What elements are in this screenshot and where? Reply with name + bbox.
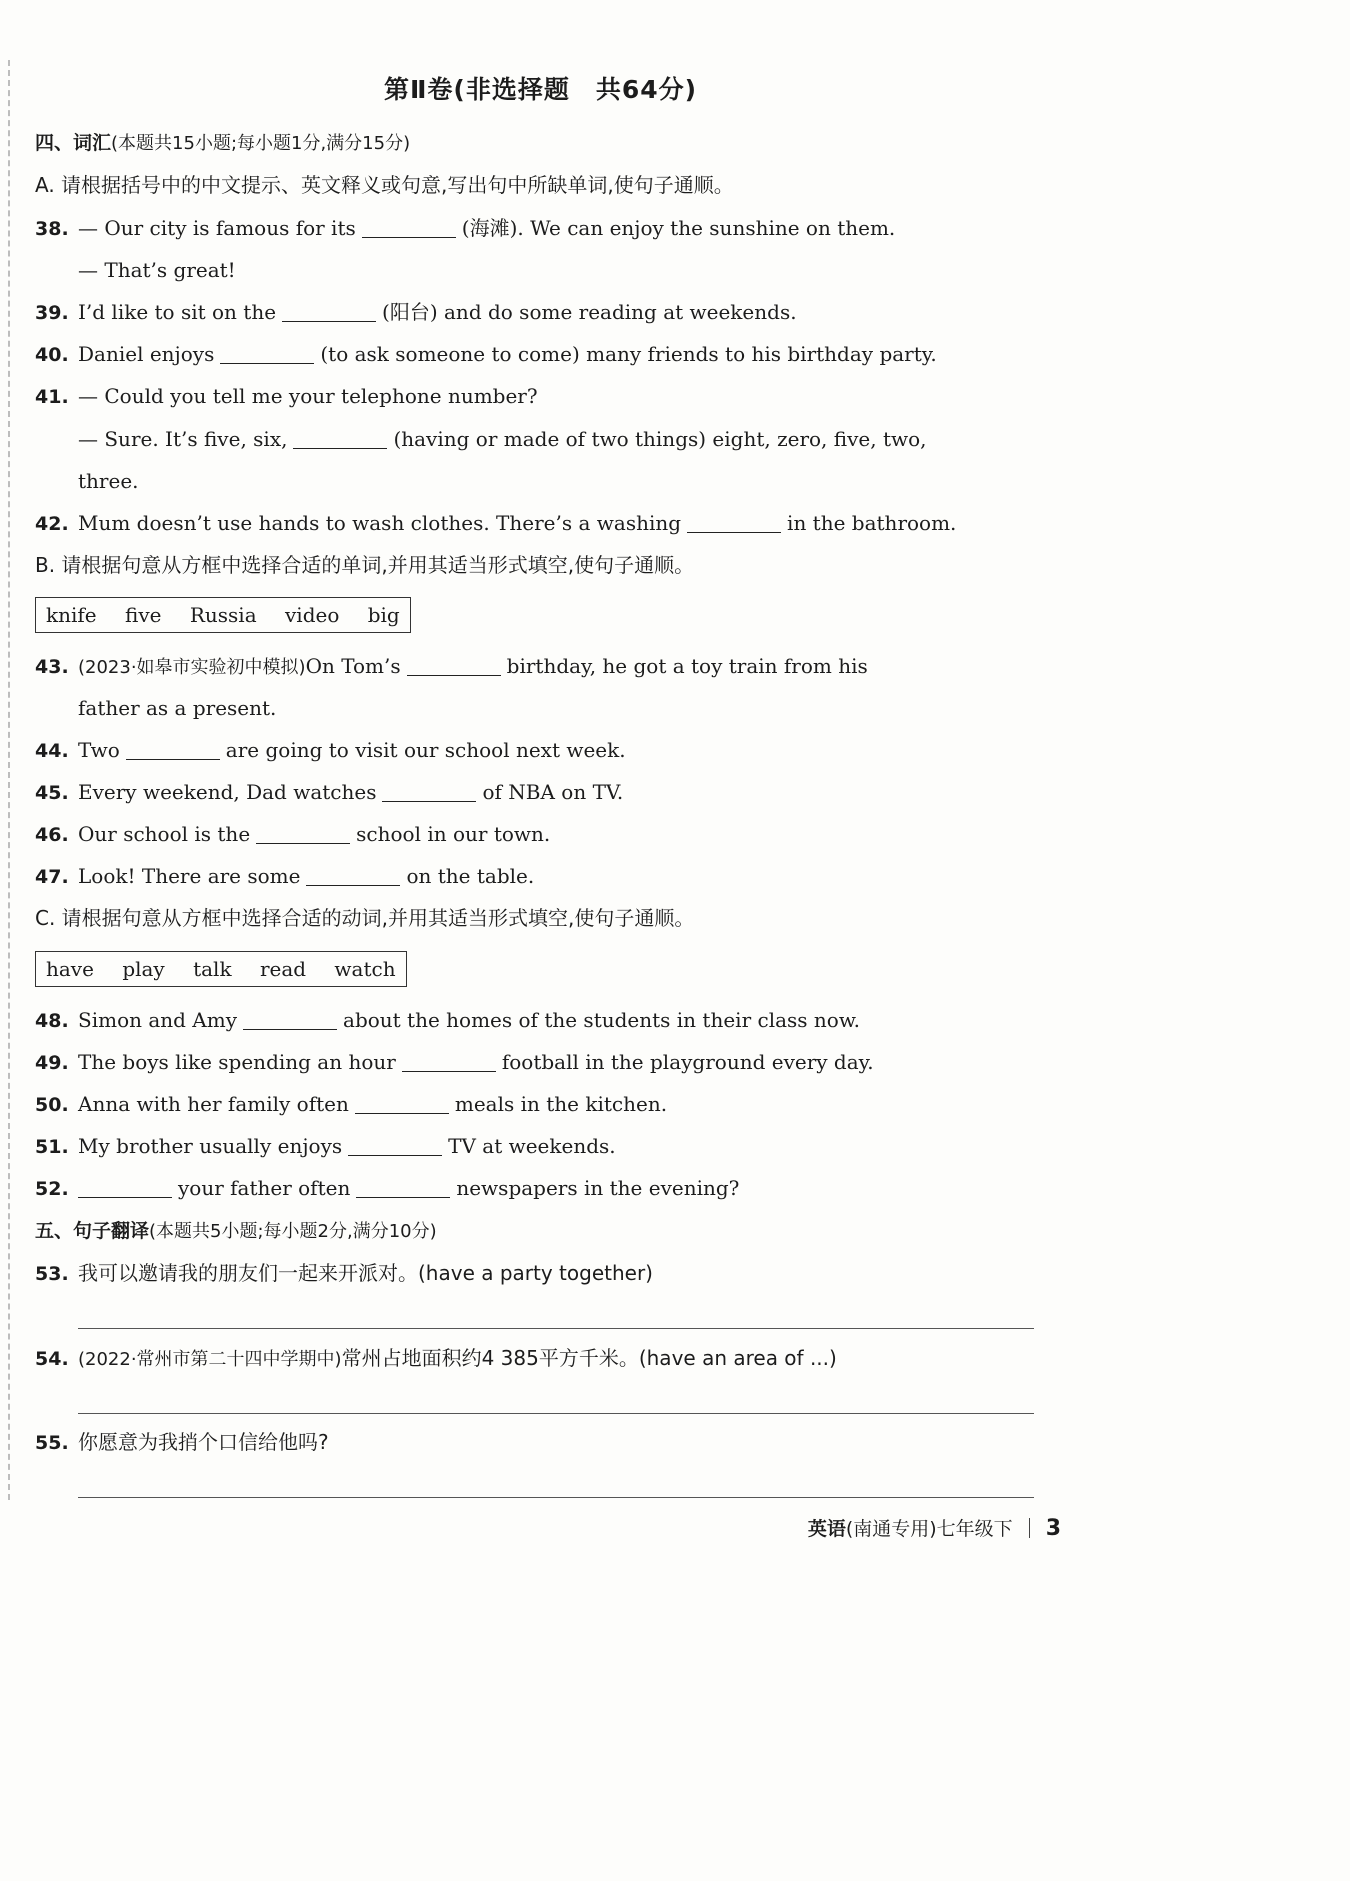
- question-text: 我可以邀请我的朋友们一起来开派对。(have a party together): [78, 1261, 653, 1285]
- question-41-line2: [78, 425, 1051, 453]
- question-number: 38.: [35, 218, 69, 240]
- question-text: Every weekend, Dad watches: [78, 780, 377, 804]
- part-b-instruction: B. 请根据句意从方框中选择合适的单词,并用其适当形式填空,使句子通顺。: [35, 553, 695, 577]
- question-text: My brother usually enjoys: [78, 1134, 343, 1158]
- footer-subject: 英语: [807, 1518, 846, 1540]
- answer-blank[interactable]: [293, 430, 387, 449]
- question-38: [35, 214, 1051, 243]
- answer-blank[interactable]: [243, 1011, 337, 1030]
- question-text: Daniel enjoys: [78, 342, 215, 366]
- question-number: 51.: [35, 1136, 69, 1158]
- question-54: [35, 1344, 1051, 1374]
- answer-line-53[interactable]: [78, 1328, 1034, 1329]
- page-footer: [808, 1514, 1061, 1541]
- question-number: 45.: [35, 782, 69, 804]
- part-c-instruction: C. 请根据句意从方框中选择合适的动词,并用其适当形式填空,使句子通顺。: [35, 906, 695, 930]
- question-number: 47.: [35, 866, 69, 888]
- word-option: watch: [334, 957, 396, 981]
- section5-head: 五、句子翻译: [35, 1220, 150, 1242]
- question-number: 44.: [35, 740, 69, 762]
- word-option: video: [285, 603, 340, 627]
- question-39: [35, 298, 1051, 327]
- question-text: football in the playground every day.: [501, 1050, 874, 1074]
- question-text: of NBA on TV.: [482, 780, 624, 804]
- question-text: about the homes of the students in their class now.: [343, 1008, 860, 1032]
- question-number: 54.: [35, 1348, 69, 1370]
- question-text: (阳台) and do some reading at weekends.: [382, 300, 797, 324]
- answer-blank[interactable]: [355, 1095, 449, 1114]
- question-number: 49.: [35, 1052, 69, 1074]
- question-44: [35, 736, 1051, 765]
- question-text: — Could you tell me your telephone number?: [78, 384, 538, 408]
- question-number: 39.: [35, 302, 69, 324]
- answer-blank[interactable]: [687, 514, 781, 533]
- question-text: Anna with her family often: [78, 1092, 349, 1116]
- question-text: (to ask someone to come) many friends to his birthday party.: [320, 342, 937, 366]
- page-number: 3: [1045, 1516, 1061, 1541]
- question-text: birthday, he got a toy train from his: [506, 654, 868, 678]
- question-number: 55.: [35, 1432, 69, 1454]
- section5-note: (本题共5小题;每小题2分,满分10分): [149, 1221, 437, 1242]
- question-text: TV at weekends.: [448, 1134, 616, 1158]
- question-41-line3: three.: [78, 469, 139, 493]
- question-number: 50.: [35, 1094, 69, 1116]
- word-option: big: [367, 603, 400, 627]
- question-text: Mum doesn’t use hands to wash clothes. There’s a washing: [78, 511, 682, 535]
- answer-blank[interactable]: [220, 345, 314, 364]
- question-text: Two: [78, 738, 120, 762]
- page-title: 第Ⅱ卷(非选择题 共64分): [383, 75, 698, 104]
- question-text: 你愿意为我捎个口信给他吗?: [78, 1430, 329, 1454]
- question-text: are going to visit our school next week.: [225, 738, 626, 762]
- question-52: [35, 1174, 1051, 1203]
- question-text: — Sure. It’s five, six,: [78, 427, 288, 451]
- part-a-instruction: A. 请根据括号中的中文提示、英文释义或句意,写出句中所缺单词,使句子通顺。: [35, 173, 734, 197]
- word-option: read: [259, 957, 307, 981]
- answer-blank[interactable]: [402, 1053, 496, 1072]
- answer-blank[interactable]: [78, 1179, 172, 1198]
- question-47: [35, 862, 1051, 891]
- word-option: knife: [46, 603, 97, 627]
- question-text: school in our town.: [356, 822, 551, 846]
- question-41: [35, 382, 1051, 411]
- question-text: Simon and Amy: [78, 1008, 238, 1032]
- question-text: on the table.: [406, 864, 535, 888]
- question-text: 常州占地面积约4 385平方千米。(have an area of ...): [341, 1346, 837, 1370]
- binding-line: [8, 60, 10, 1500]
- question-46: [35, 820, 1051, 849]
- question-text: (海滩). We can enjoy the sunshine on them.: [461, 216, 896, 240]
- word-option: play: [122, 957, 165, 981]
- word-box-c: [35, 951, 407, 987]
- word-box-b: [35, 597, 411, 633]
- question-43-line2: father as a present.: [78, 696, 277, 720]
- answer-line-55[interactable]: [78, 1497, 1034, 1498]
- answer-blank[interactable]: [382, 783, 476, 802]
- question-text: newspapers in the evening?: [456, 1176, 740, 1200]
- question-number: 43.: [35, 656, 69, 678]
- question-text: — Our city is famous for its: [78, 216, 356, 240]
- word-option: have: [46, 957, 94, 981]
- question-number: 41.: [35, 386, 69, 408]
- question-50: [35, 1090, 1051, 1119]
- answer-blank[interactable]: [282, 303, 376, 322]
- footer-edition: (南通专用)七年级下: [845, 1518, 1013, 1540]
- answer-blank[interactable]: [126, 741, 220, 760]
- question-number: 42.: [35, 513, 69, 535]
- question-source: (2023·如皋市实验初中模拟): [78, 657, 306, 678]
- question-40: [35, 340, 1051, 369]
- question-51: [35, 1132, 1051, 1161]
- question-text: On Tom’s: [305, 654, 401, 678]
- section4-head: 四、词汇: [35, 132, 112, 154]
- footer-divider: [1029, 1518, 1030, 1538]
- question-38-line2: — That’s great!: [78, 258, 236, 282]
- word-option: five: [125, 603, 162, 627]
- question-53: [35, 1259, 1051, 1288]
- question-45: [35, 778, 1051, 807]
- question-text: I’d like to sit on the: [78, 300, 277, 324]
- question-source: (2022·常州市第二十四中学期中): [78, 1349, 342, 1370]
- question-text: Our school is the: [78, 822, 251, 846]
- question-text: Look! There are some: [78, 864, 301, 888]
- question-text: in the bathroom.: [787, 511, 957, 535]
- question-55: [35, 1428, 1051, 1457]
- question-42: [35, 509, 1051, 538]
- answer-blank[interactable]: [348, 1137, 442, 1156]
- question-number: 48.: [35, 1010, 69, 1032]
- question-text: meals in the kitchen.: [454, 1092, 668, 1116]
- question-49: [35, 1048, 1051, 1077]
- question-number: 46.: [35, 824, 69, 846]
- question-text: The boys like spending an hour: [78, 1050, 396, 1074]
- answer-line-54[interactable]: [78, 1413, 1034, 1414]
- question-number: 52.: [35, 1178, 69, 1200]
- question-text: (having or made of two things) eight, zero, five, two,: [393, 427, 927, 451]
- word-option: Russia: [189, 603, 257, 627]
- question-number: 40.: [35, 344, 69, 366]
- question-43: [35, 652, 1051, 682]
- section4-note: (本题共15小题;每小题1分,满分15分): [111, 133, 411, 154]
- section5-header: [35, 1216, 1051, 1246]
- section4-header: [35, 128, 1051, 158]
- answer-blank[interactable]: [306, 867, 400, 886]
- question-48: [35, 1006, 1051, 1035]
- question-text: your father often: [178, 1176, 351, 1200]
- answer-blank[interactable]: [407, 657, 501, 676]
- word-option: talk: [193, 957, 232, 981]
- answer-blank[interactable]: [356, 1179, 450, 1198]
- question-number: 53.: [35, 1263, 69, 1285]
- answer-blank[interactable]: [362, 219, 456, 238]
- answer-blank[interactable]: [256, 825, 350, 844]
